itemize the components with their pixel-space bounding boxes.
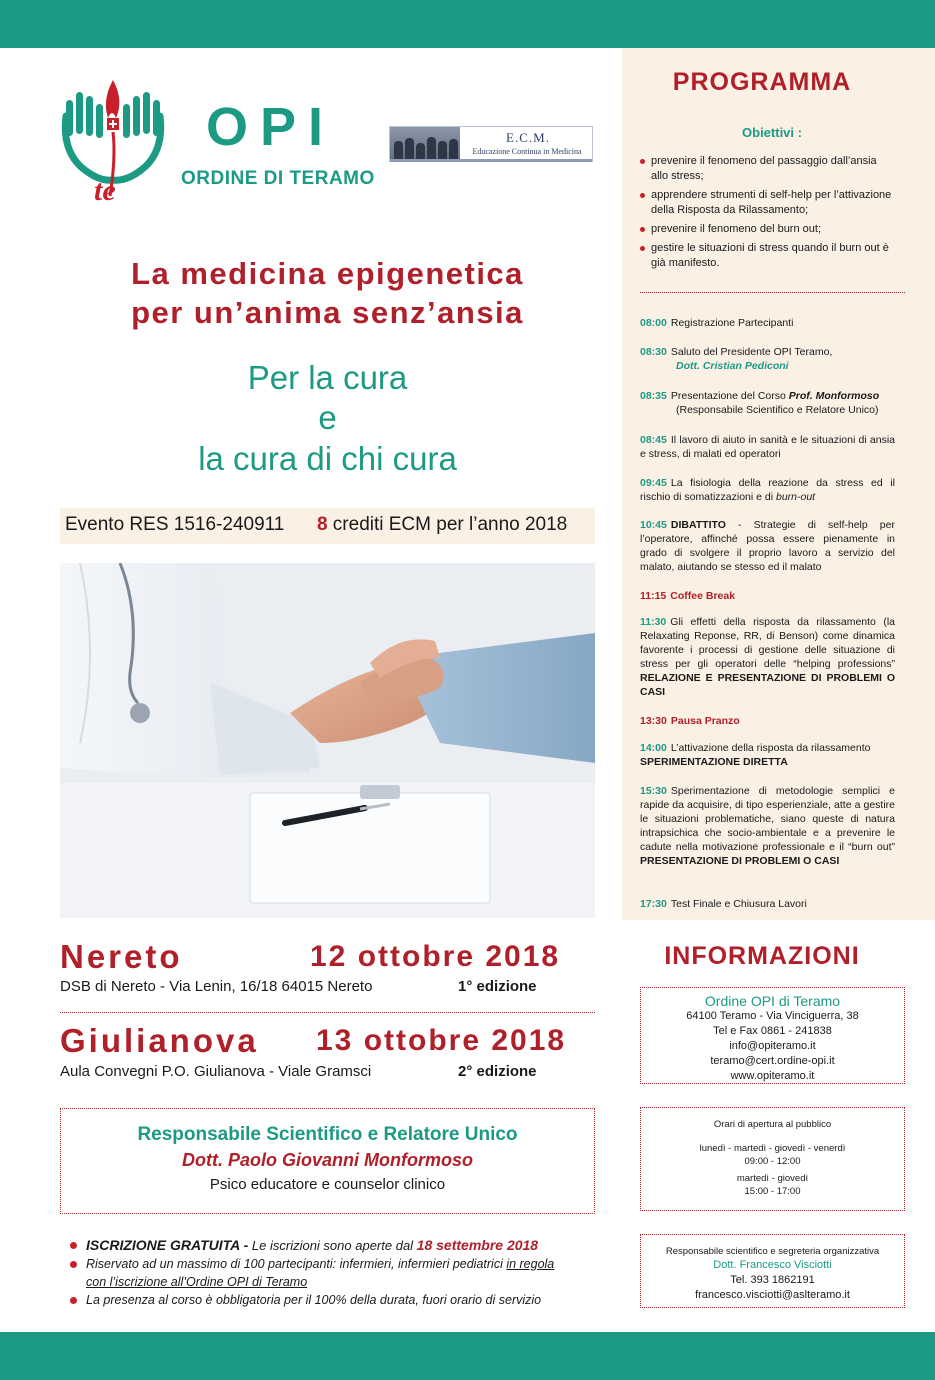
schedule-0945: 09:45 La fisiologia della reazione da stress ed il rischio di somatizzazioni e di burn-out xyxy=(640,477,895,503)
ecm-logo xyxy=(389,126,593,162)
edition-number-2: 2° xyxy=(458,1063,473,1080)
main-title-line1: La medicina epigenetica xyxy=(131,256,524,291)
edition-word-1: edizione xyxy=(476,978,537,995)
credits-text: crediti ECM per l’anno 2018 xyxy=(332,514,568,535)
top-band xyxy=(0,0,935,48)
notes-list xyxy=(68,1236,608,1309)
schedule-0845: 08:45 Il lavoro di aiuto in sanità e le situazioni di ansia e stress, di malati ed operatori xyxy=(640,434,895,460)
secretary-email[interactable]: francesco.visciotti@aslteramo.it xyxy=(695,1289,850,1301)
main-title xyxy=(60,255,595,333)
responsible-title: Psico educatore e counselor clinico xyxy=(209,1176,446,1193)
program-title: PROGRAMMA xyxy=(672,68,852,96)
info-address: 64100 Teramo - Via Vinciguerra, 38 xyxy=(686,1010,859,1022)
schedule-1400: 14:00 L’attivazione della risposta da rilassamento SPERIMENTAZIONE DIRETTA xyxy=(640,742,871,768)
note-registration: ISCRIZIONE GRATUITA - Le iscrizioni sono aperte dal 18 settembre 2018 xyxy=(68,1236,608,1255)
info-hours-box xyxy=(640,1107,905,1211)
objective-item: prevenire il fenomeno del passaggio dall’ansia allo stress; xyxy=(640,154,895,184)
bottom-band xyxy=(0,1332,935,1380)
ecm-title: E.C.M. xyxy=(506,130,550,145)
info-title: INFORMAZIONI xyxy=(664,942,860,970)
objective-item: gestire le situazioni di stress quando il burn out è già manifesto. xyxy=(640,241,895,271)
responsible-box xyxy=(60,1108,595,1214)
sub-title-line2: e xyxy=(318,399,337,437)
sub-title-line1: Per la cura xyxy=(247,359,408,396)
info-contacts-box xyxy=(640,987,905,1084)
schedule-1115: 11:15 Coffee Break xyxy=(640,590,736,602)
secretary-role: Responsabile scientifico e segreteria organizzativa xyxy=(665,1246,880,1257)
hours-time-1: 09:00 - 12:00 xyxy=(744,1156,801,1167)
program-separator xyxy=(640,292,905,293)
edition-number-1: 1° xyxy=(458,978,473,995)
location-address-1: DSB di Nereto - Via Lenin, 16/18 64015 Nereto xyxy=(60,978,373,995)
objective-item: prevenire il fenomeno del burn out; xyxy=(640,222,895,237)
hours-time-2: 15:00 - 17:00 xyxy=(744,1186,801,1197)
location-date-1: 12 ottobre 2018 xyxy=(310,940,561,973)
secretary-phone: Tel. 393 1862191 xyxy=(730,1274,815,1286)
event-code: Evento RES 1516-240911 xyxy=(65,514,285,535)
schedule-1530: 15:30 Sperimentazione di metodologie semplici e rapide da acquisire, di tipo esperienziale, atte a gestire le situazioni problematiche, siano queste di natura intrapsichica che socio-ambientale e a prevenire le cadute nella motivazione professionale e il “burn out” PRESENTAZIONE DI PROBLEMI O CASI xyxy=(640,785,895,867)
sub-title xyxy=(60,358,595,479)
org-subtitle: ORDINE DI TERAMO xyxy=(181,168,375,189)
hours-days-2: martedì - giovedì xyxy=(736,1173,809,1184)
schedule-0830: 08:30 Saluto del Presidente OPI Teramo, Dott. Cristian Pediconi xyxy=(640,346,833,372)
info-secretary-box xyxy=(640,1234,905,1308)
logo-initials: te xyxy=(94,174,116,207)
ecm-subtitle: Educazione Continua in Medicina xyxy=(472,147,582,156)
note-attendance: La presenza al corso è obbligatoria per il 100% della durata, fuori orario di servizio xyxy=(68,1291,608,1309)
hours-title: Orari di apertura al pubblico xyxy=(713,1119,832,1130)
schedule-0800: 08:00 Registrazione Partecipanti xyxy=(640,317,794,329)
schedule-1130: 11:30 Gli effetti della risposta da rilassamento (la Relaxating Reponse, RR, di Benson) come dinamica favorente i processi di gestione delle situazione di stress per gli operatori delle “helping professions” RELAZIONE E PRESENTAZIONE DI PROBLEMI O CASI xyxy=(640,616,895,698)
location-date-2: 13 ottobre 2018 xyxy=(316,1024,567,1057)
info-pec[interactable]: teramo@cert.ordine-opi.it xyxy=(710,1055,835,1067)
location-city-2: Giulianova xyxy=(60,1022,259,1059)
org-name: OPI xyxy=(206,97,336,157)
hands-photo xyxy=(60,563,595,918)
opi-logo xyxy=(58,78,168,208)
objectives-title: Obiettivi : xyxy=(742,125,802,140)
responsible-name: Dott. Paolo Giovanni Monformoso xyxy=(182,1150,473,1170)
ecm-photo xyxy=(390,127,460,161)
responsible-role: Responsabile Scientifico e Relatore Unico xyxy=(137,1124,518,1145)
location-city-1: Nereto xyxy=(60,938,183,975)
info-website[interactable]: www.opiteramo.it xyxy=(730,1070,815,1082)
sub-title-line3: la cura di chi cura xyxy=(198,439,457,477)
objective-item: apprendere strumenti di self-help per l’attivazione della Risposta da Rilassamento; xyxy=(640,188,895,218)
info-phone: Tel e Fax 0861 - 241838 xyxy=(713,1025,832,1037)
main-title-line2: per un’anima senz’ansia xyxy=(131,294,524,330)
objectives-list xyxy=(640,154,895,275)
hours-days-1: lunedì - martedì - giovedì - venerdì xyxy=(699,1143,846,1154)
edition-word-2: edizione xyxy=(476,1063,537,1080)
location-edition-2 xyxy=(458,1063,537,1080)
separator xyxy=(60,1012,595,1013)
schedule-0835: 08:35 Presentazione del Corso Prof. Monformoso (Responsabile Scientifico e Relatore Unico) xyxy=(640,390,880,416)
info-org: Ordine OPI di Teramo xyxy=(704,993,841,1009)
schedule-1730: 17:30 Test Finale e Chiusura Lavori xyxy=(640,898,807,910)
location-address-2: Aula Convegni P.O. Giulianova - Viale Gramsci xyxy=(60,1063,372,1080)
schedule-1330: 13:30 Pausa Pranzo xyxy=(640,715,740,727)
schedule-1045: 10:45 DIBATTITO - Strategie di self-help per l’operatore, affinché possa essere pienamente in grado di svolgere il proprio lavoro a servizio del malato, aiutando se stesso ed il malato xyxy=(640,519,895,573)
info-email[interactable]: info@opiteramo.it xyxy=(729,1040,816,1052)
location-edition-1 xyxy=(458,978,537,995)
event-bar xyxy=(60,508,595,544)
credits-number: 8 xyxy=(316,514,328,535)
secretary-name: Dott. Francesco Visciotti xyxy=(713,1259,832,1271)
note-participants: Riservato ad un massimo di 100 partecipanti: infermieri, infermieri pediatrici in regola con l’iscrizione all’Ordine OPI di Teramo xyxy=(68,1255,608,1291)
